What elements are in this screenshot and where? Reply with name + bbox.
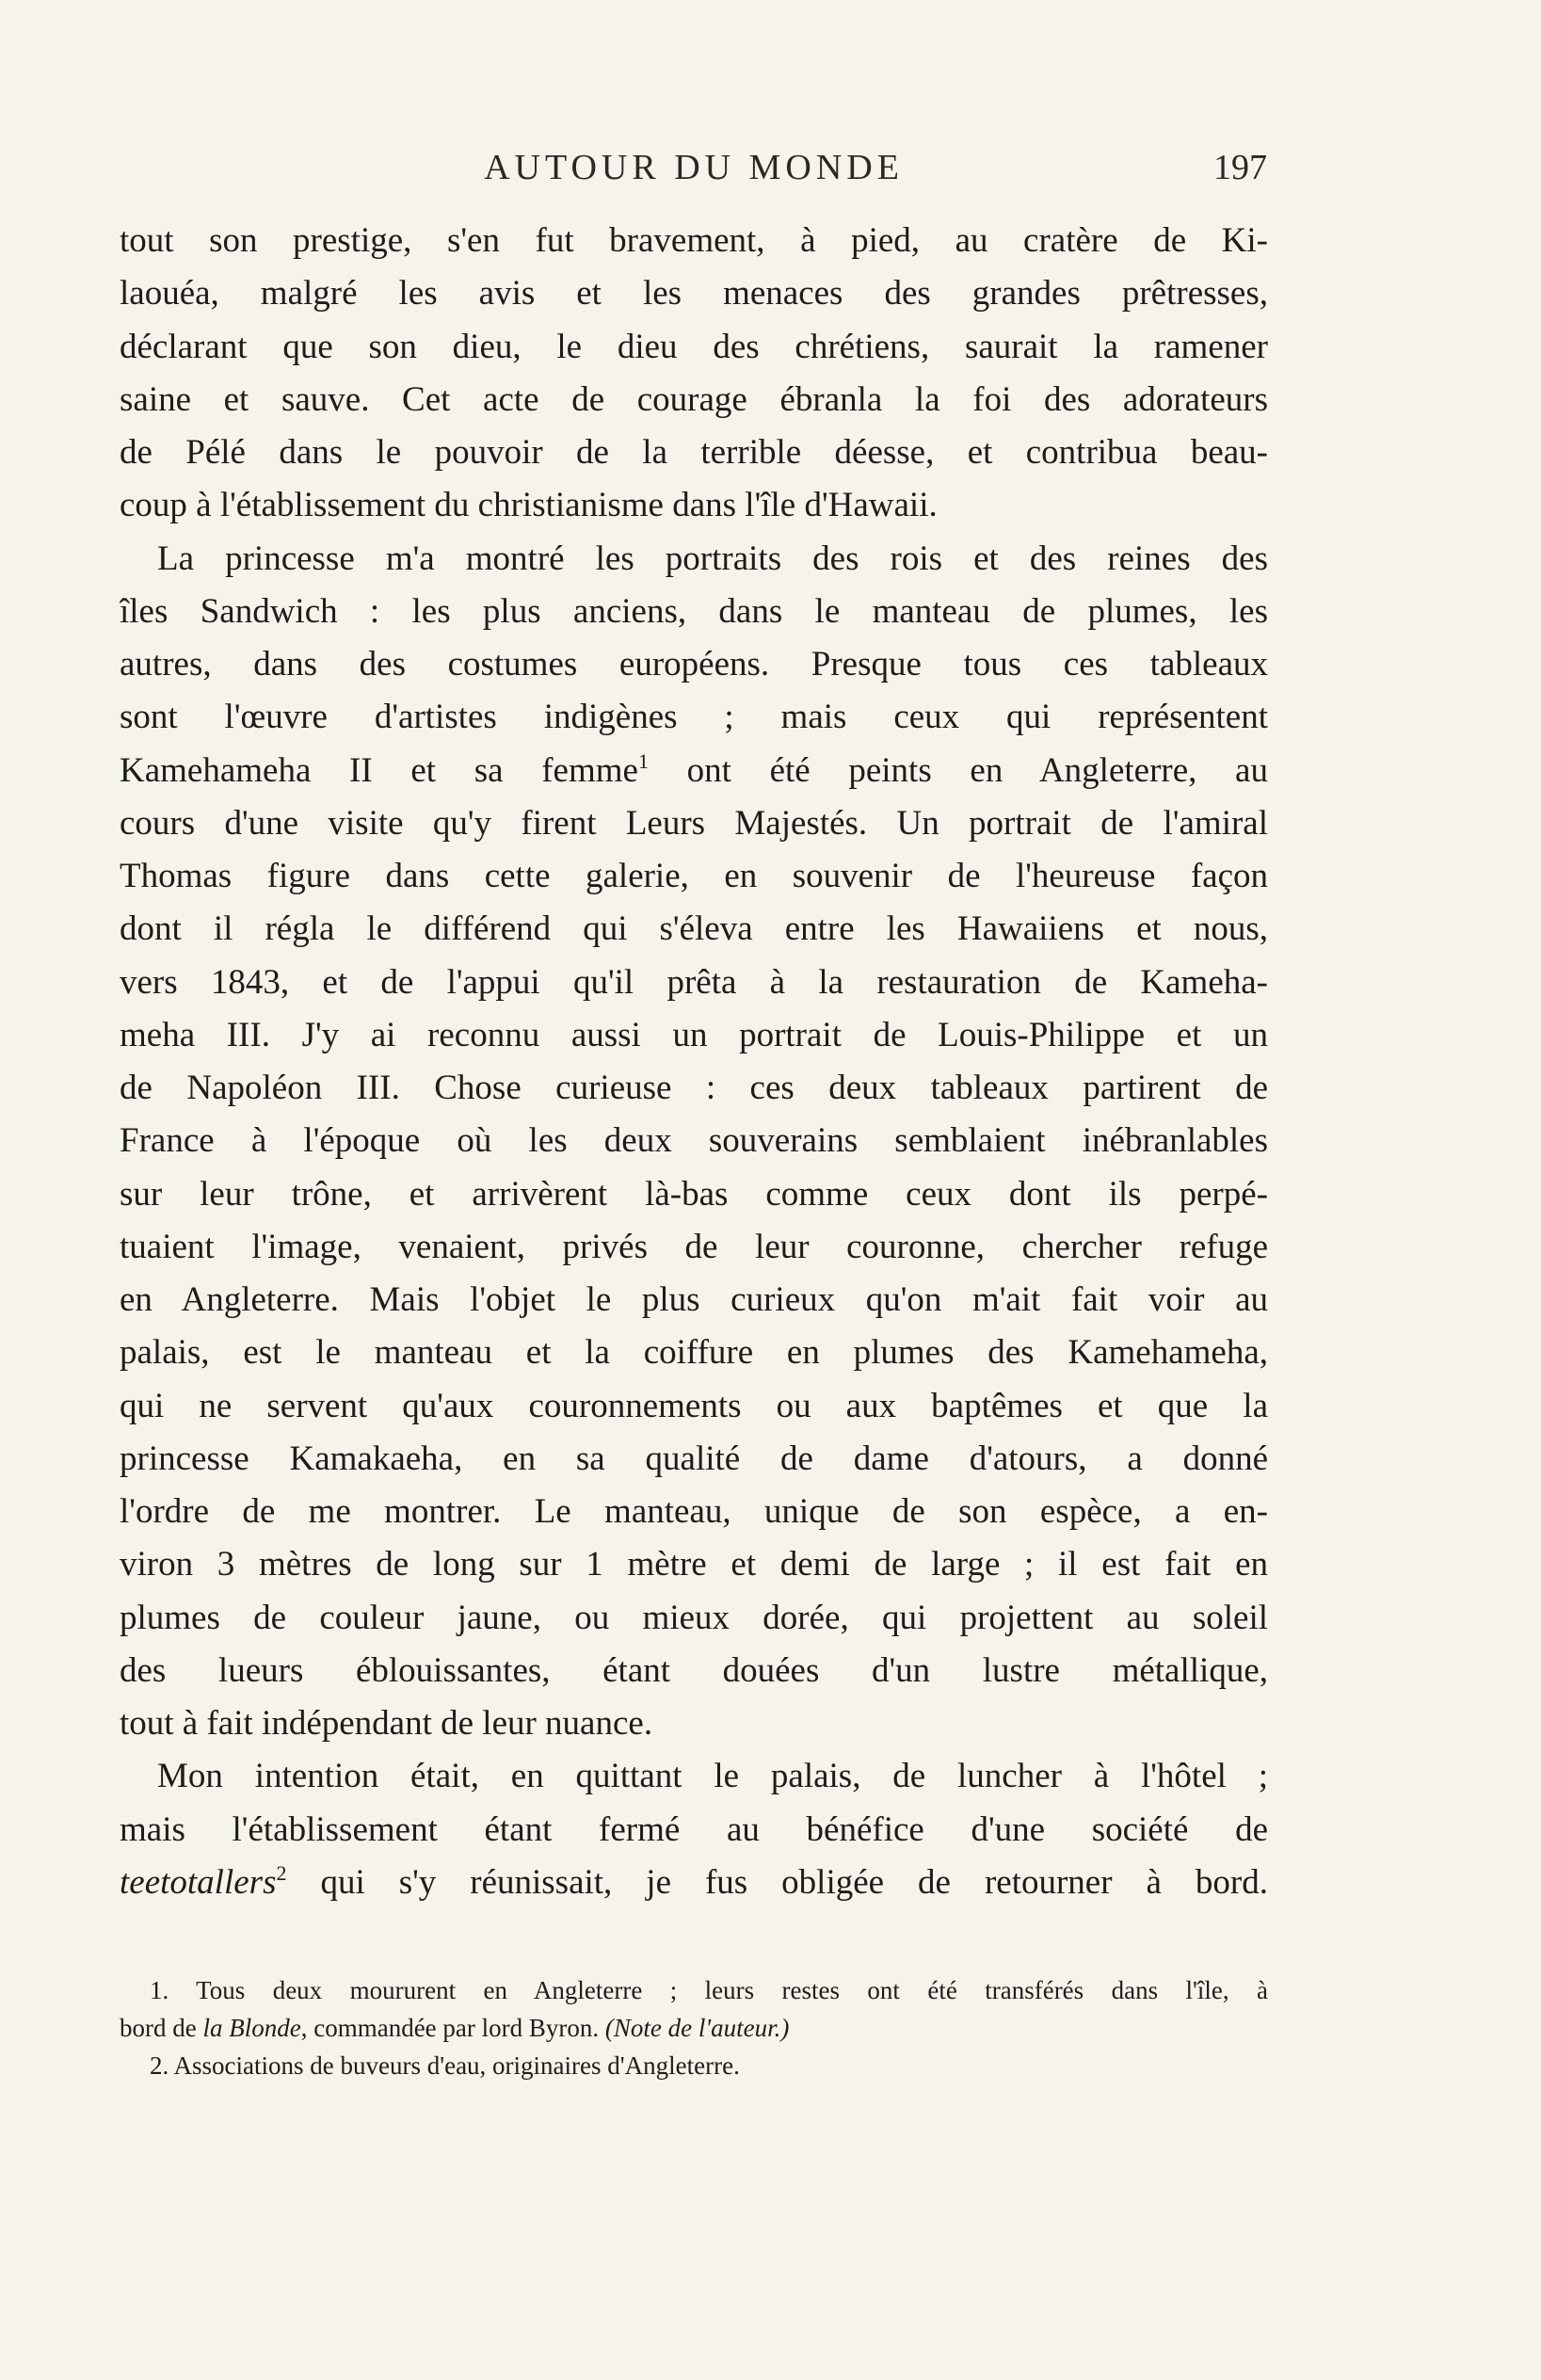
text-line: Mon intention était, en quittant le palais, de luncher à l'hôtel ; bbox=[157, 1757, 1268, 1796]
text-segment: ont été peints en Angleterre, au bbox=[648, 750, 1268, 790]
footnote-1-cont bbox=[120, 2009, 1268, 2047]
text-line: plumes de couleur jaune, ou mieux dorée, qui projettent au soleil bbox=[120, 1598, 1268, 1637]
footnote-2: 2. Associations de buveurs d'eau, originaires d'Angleterre. bbox=[150, 2051, 740, 2080]
text-line: La princesse m'a montré les portraits des rois et des reines des bbox=[157, 539, 1268, 578]
running-head bbox=[120, 139, 1267, 196]
text-segment: qui s'y réunissait, je fus obligée de retourner à bord. bbox=[286, 1862, 1268, 1902]
text-line: cours d'une visite qu'y firent Leurs Majestés. Un portrait de l'amiral bbox=[120, 803, 1268, 843]
text-line: sont l'œuvre d'artistes indigènes ; mais ceux qui représentent bbox=[120, 698, 1268, 737]
text-line: mais l'établissement étant fermé au bénéfice d'une société de bbox=[120, 1809, 1268, 1849]
text-line: dont il régla le différend qui s'éleva entre les Hawaiiens et nous, bbox=[120, 909, 1268, 949]
text-line: meha III. J'y ai reconnu aussi un portrait de Louis-Philippe et un bbox=[120, 1015, 1268, 1054]
ship-name: la Blonde bbox=[202, 2014, 301, 2042]
footnote-ref-2: 2 bbox=[276, 1860, 287, 1885]
text-line: l'ordre de me montrer. Le manteau, unique de son espèce, a en- bbox=[120, 1492, 1268, 1531]
text-line-with-note bbox=[120, 745, 1268, 797]
page-number: 197 bbox=[1213, 148, 1267, 187]
text-line: des lueurs éblouissantes, étant douées d'un lustre métallique, bbox=[120, 1650, 1268, 1690]
text-line: vers 1843, et de l'appui qu'il prêta à la restauration de Kameha- bbox=[120, 962, 1268, 1002]
text-line-with-note bbox=[120, 1857, 1268, 1909]
footnote-ref-1: 1 bbox=[637, 748, 649, 773]
text-line: viron 3 mètres de long sur 1 mètre et demi de large ; il est fait en bbox=[120, 1545, 1268, 1584]
text-line: de Napoléon III. Chose curieuse : ces deux tableaux partirent de bbox=[120, 1069, 1268, 1107]
text-line: de Pélé dans le pouvoir de la terrible déesse, et contribua beau- bbox=[120, 433, 1268, 472]
text-segment: bord de bbox=[120, 2014, 203, 2042]
text-line: sur leur trône, et arrivèrent là-bas comme ceux dont ils perpé- bbox=[120, 1174, 1268, 1214]
text-line: en Angleterre. Mais l'objet le plus curieux qu'on m'ait fait voir au bbox=[120, 1280, 1268, 1319]
text-line: autres, dans des costumes européens. Presque tous ces tableaux bbox=[120, 645, 1268, 683]
text-line: palais, est le manteau et la coiffure en plumes des Kamehameha, bbox=[120, 1333, 1268, 1373]
text-segment: Kamehameha II et sa femme bbox=[120, 750, 638, 790]
text-line: tuaient l'image, venaient, privés de leur couronne, chercher refuge bbox=[120, 1227, 1268, 1266]
text-line: tout son prestige, s'en fut bravement, à pied, au cratère de Ki- bbox=[120, 221, 1268, 260]
running-title: AUTOUR DU MONDE bbox=[484, 148, 904, 187]
text-segment: , commandée par lord Byron. bbox=[300, 2014, 605, 2042]
body-text bbox=[120, 215, 1268, 1909]
text-line: saine et sauve. Cet acte de courage ébranla la foi des adorateurs bbox=[120, 379, 1268, 419]
text-line: déclarant que son dieu, le dieu des chrétiens, saurait la ramener bbox=[120, 327, 1268, 366]
text-line: tout à fait indépendant de leur nuance. bbox=[120, 1704, 653, 1743]
italic-term: teetotallers bbox=[120, 1862, 277, 1902]
text-line: laouéa, malgré les avis et les menaces des grandes prêtresses, bbox=[120, 274, 1268, 314]
text-line: qui ne servent qu'aux couronnements ou aux baptêmes et que la bbox=[120, 1386, 1268, 1425]
text-line: îles Sandwich : les plus anciens, dans le manteau de plumes, les bbox=[120, 591, 1268, 631]
text-line: princesse Kamakaeha, en sa qualité de dame d'atours, a donné bbox=[120, 1439, 1268, 1478]
text-line: France à l'époque où les deux souverains semblaient inébranlables bbox=[120, 1121, 1268, 1161]
footnote-1: 1. Tous deux moururent en Angleterre ; leurs restes ont été transférés dans l'île, à bbox=[150, 1976, 1268, 2004]
author-note: (Note de l'auteur.) bbox=[604, 2014, 790, 2042]
text-line: Thomas figure dans cette galerie, en souvenir de l'heureuse façon bbox=[120, 857, 1268, 895]
footnotes bbox=[120, 1971, 1268, 2084]
text-line: coup à l'établissement du christianisme dans l'île d'Hawaii. bbox=[120, 486, 938, 525]
